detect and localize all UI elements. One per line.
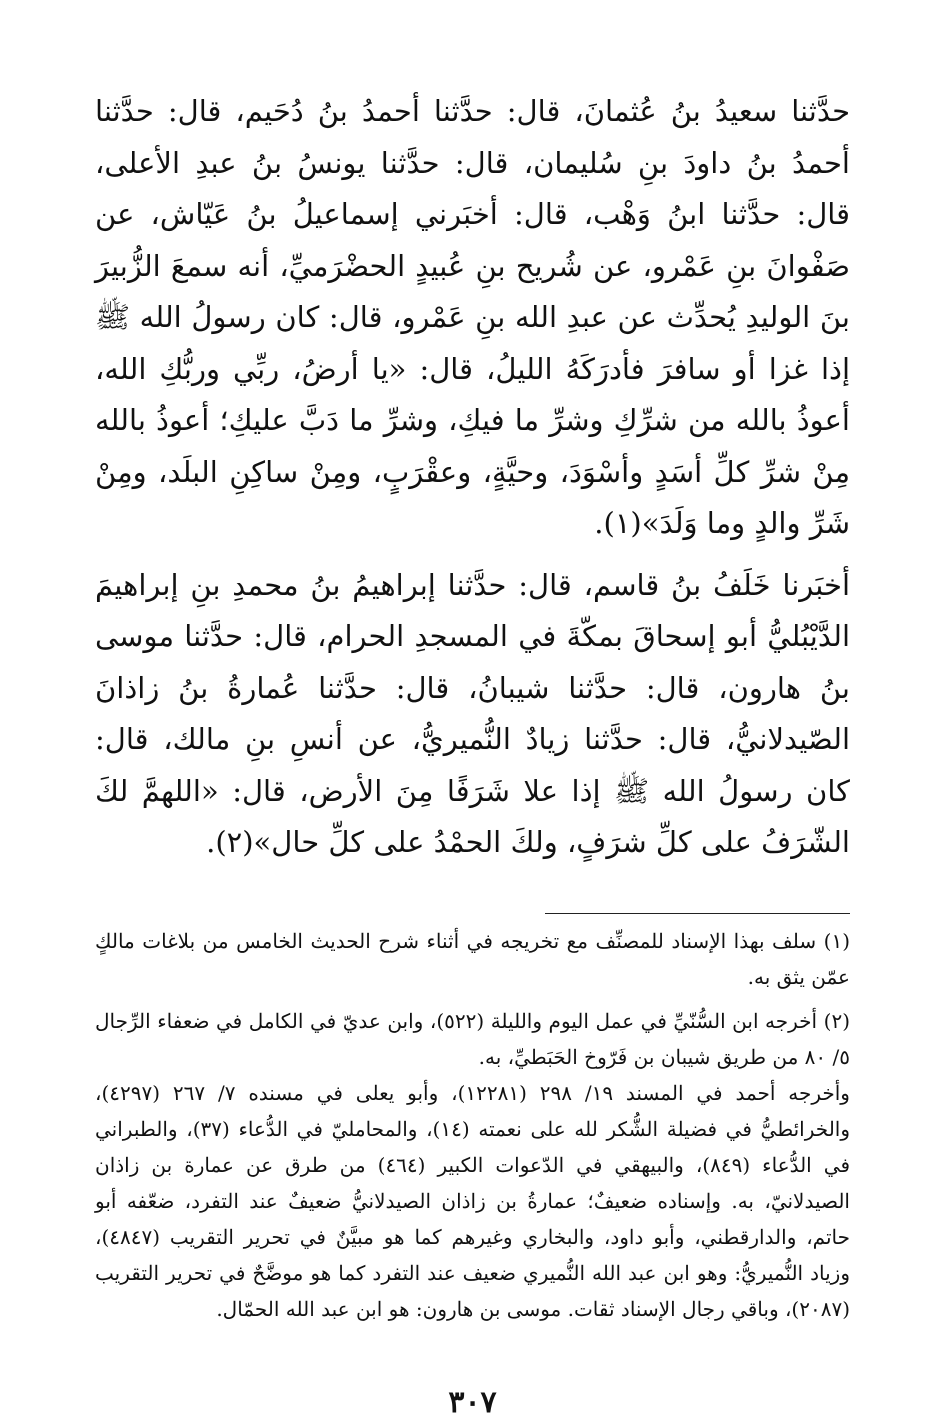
footnote-divider — [545, 913, 850, 914]
page-number: ٣٠٧ — [448, 1385, 497, 1420]
footnote-2-continued: وأخرجه أحمد في المسند ١٩/ ٢٩٨ (١٢٢٨١)، وأبو يعلى في مسنده ٧/ ٢٦٧ (٤٢٩٧)، والخرائطيُّ في فضيلة الشُّكر لله على نعمته (١٤)، والمحامليّ في الدُّعاء (٣٧)، والطبراني في الدُّعاء (٨٤٩)، والبيهقي في الدّعوات الكبير (٤٦٤) من طرق عن عمارة بن زاذان الصيدلانيّ، به. وإسناده ضعيفٌ؛ عمارةُ بن زاذان الصيدلانيُّ ضعيفٌ عند التفرد، ضعّفه أبو حاتم، والدارقطني، وأبو داود، والبخاري وغيرهم كما هو مبيَّنٌ في تحرير التقريب (٤٨٤٧)، وزياد النُّميريُّ: وهو ابن عبد الله النُّميري ضعيف عند التفرد كما هو موضَّحٌ في تحرير التقريب (٢٠٨٧)، وباقي رجال الإسناد ثقات. موسى بن هارون: هو ابن عبد الله الحمّال. — [95, 1081, 850, 1321]
hadith-paragraph-2: أخبَرنا خَلَفُ بنُ قاسم، قال: حدَّثنا إبراهيمُ بنُ محمدِ بنِ إبراهيمَ الدَّيْبُليُّ أبو إسحاقَ بمكّةَ في المسجدِ الحرام، قال: حدَّثنا موسى بنُ هارون، قال: حدَّثنا شيبانُ، قال: حدَّثنا عُمارةُ بنُ زاذانَ الصّيدلانيُّ، قال: حدَّثنا زيادٌ النُّميريُّ، عن أنسِ بنِ مالك، قال: كان رسولُ الله ﷺ إذا علا شَرَفًا مِنَ الأرض، قال: «اللهمَّ لكَ الشّرَفُ على كلِّ شرَفٍ، ولكَ الحمْدُ على كلِّ حال»(٢). — [95, 567, 850, 859]
book-page — [95, 86, 850, 1420]
hadith-paragraph-1: حدَّثنا سعيدُ بنُ عُثمانَ، قال: حدَّثنا أحمدُ بنُ دُحَيم، قال: حدَّثنا أحمدُ بنُ داودَ بنِ سُليمان، قال: حدَّثنا يونسُ بنُ عبدِ الأعلى، قال: حدَّثنا ابنُ وَهْب، قال: أخبَرني إسماعيلُ بنُ عَيّاش، عن صَفْوانَ بنِ عَمْرو، عن شُريح بنِ عُبيدٍ الحضْرَميِّ، أنه سمعَ الزُّبيرَ بنَ الوليدِ يُحدِّث عن عبدِ الله بنِ عَمْرو، قال: كان رسولُ الله ﷺ إذا غزا أو سافرَ فأدرَكَهُ الليلُ، قال: «يا أرضُ، ربِّي وربُّكِ الله، أعوذُ بالله من شرِّكِ وشرِّ ما فيكِ، وشرِّ ما دَبَّ عليكِ؛ أعوذُ بالله مِنْ شرِّ كلِّ أسَدٍ وأسْوَدَ، وحيَّةٍ، وعقْرَبٍ، ومِنْ ساكِنِ البلَد، ومِنْ شَرِّ والدٍ وما وَلَدَ»(١). — [95, 94, 850, 540]
footnote-1: (١) سلف بهذا الإسناد للمصنِّف مع تخريجه في أثناء شرح الحديث الخامس من بلاغات مالكٍ عمّن يثق به. — [95, 929, 850, 989]
footnote-2: (٢) أخرجه ابن السُّنّيِّ في عمل اليوم والليلة (٥٢٢)، وابن عديّ في الكامل في ضعفاء الرِّجال ٥/ ٨٠ من طريق شيبان بن فَرّوخ الحَبَطيِّ، به. — [95, 1009, 850, 1069]
footnotes — [95, 923, 850, 1327]
main-text — [95, 86, 850, 869]
